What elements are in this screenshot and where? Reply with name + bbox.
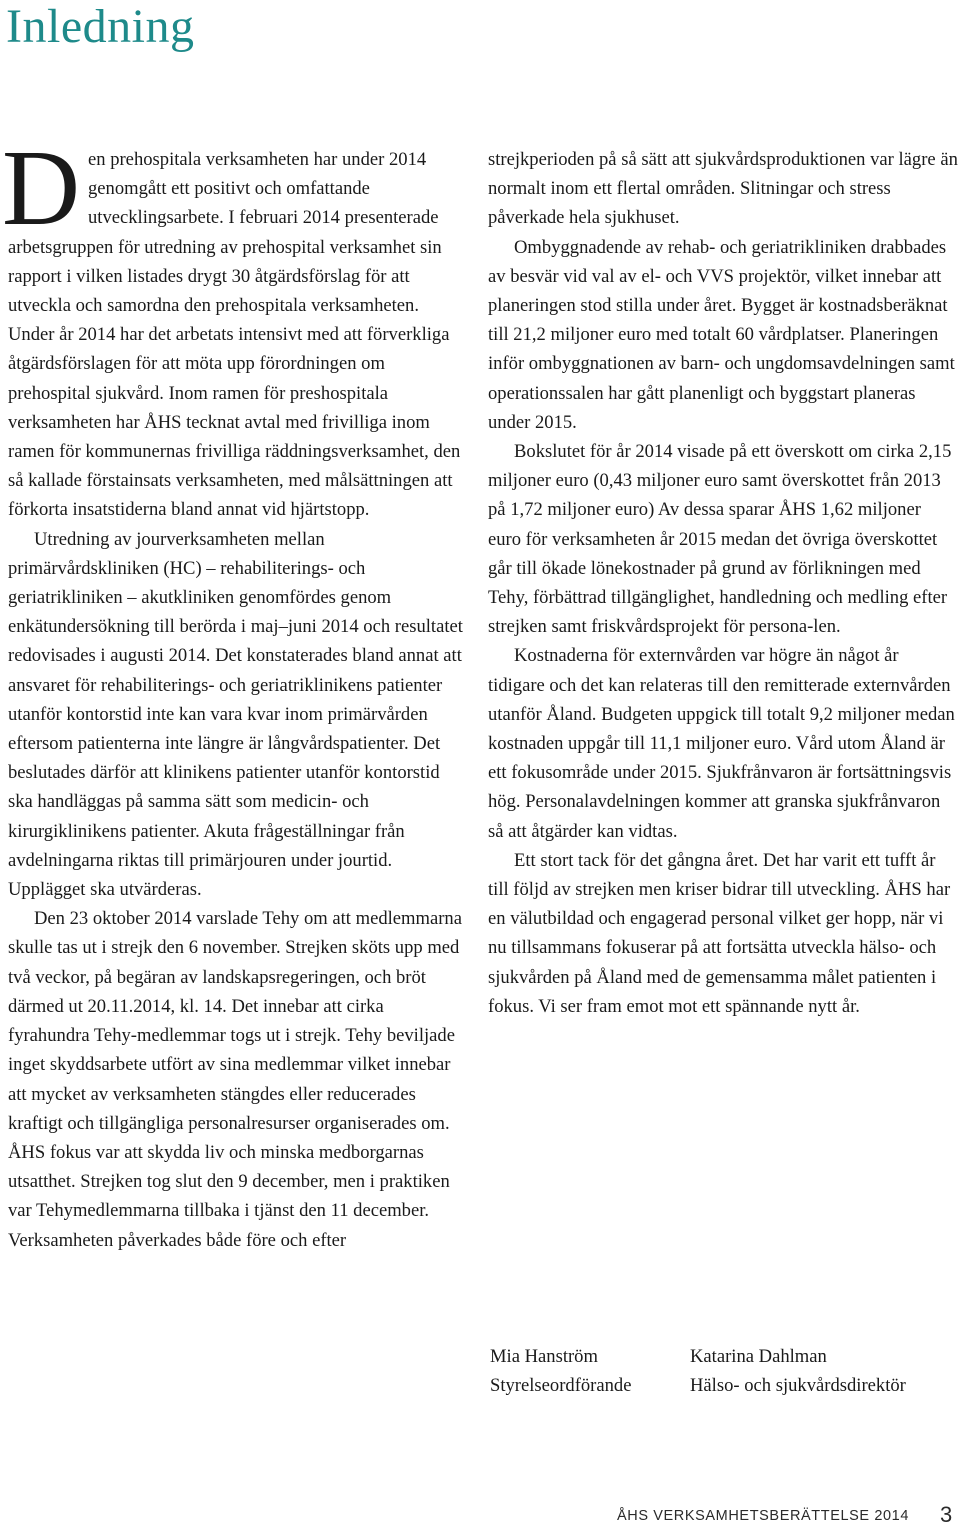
paragraph-costs: Kostnaderna för externvården var högre än något år tidigare och det kan relateras till den remitterade externvården utanför Åland. Budgeten uppgick till totalt 9,2 miljoner medan kostnaden uppgår till 11,1 miljoner euro. Vård utom Åland är ett fokusområde under 2015. Sjukfrånvaron är fortsättningsvis hög. Personalavdelningen kommer att granska sjukfrånvaron så att åtgärder kan vidtas. bbox=[488, 645, 955, 842]
paragraph-text: en prehospitala verksamheten har under 2014 genomgått ett positivt och omfattande utvecklingsarbete. I februari 2014 presenterade arbetsgruppen för utredning av prehospital verksamhet sin rapport i vilken listades drygt 30 åtgärdsförslag för att utveckla och samordna den prehospitala verksamheten. Under år 2014 har det arbetats intensivt med att förverkliga åtgärdsförslagen för att möta upp förordningen om prehospital sjukvård. Inom ramen för preshospitala verksamheten har ÅHS tecknat avtal med frivilliga inom ramen för kommunernas frivilliga räddningsverksamhet, den så kallade förstainsats verksamheten, med målsättningen att förkorta insatstiderna bland annat vid hjärtstopp. bbox=[8, 149, 461, 521]
signature-title: Styrelseordförande bbox=[490, 1375, 632, 1397]
footer-publication-title: ÅHS VERKSAMHETSBERÄTTELSE 2014 bbox=[617, 1508, 909, 1524]
page-number: 3 bbox=[940, 1502, 953, 1527]
drop-cap: D bbox=[2, 129, 80, 248]
signature-block-chair bbox=[490, 1342, 631, 1400]
left-column bbox=[2, 129, 466, 1255]
paragraph-intro bbox=[2, 129, 466, 525]
page-title: Inledning bbox=[6, 0, 195, 53]
right-column bbox=[488, 145, 958, 1021]
signature-name: Mia Hanström bbox=[490, 1346, 598, 1367]
signature-title: Hälso- och sjukvårdsdirektör bbox=[690, 1375, 906, 1397]
paragraph-financial: Bokslutet för år 2014 visade på ett överskott om cirka 2,15 miljoner euro (0,43 miljoner euro samt överskottet från 2013 på 1,72 miljoner euro) Av dessa sparar ÅHS 1,62 miljoner euro för verksamheten år 2015 medan det övriga överskottet går till ökade lönekostnader på grund av förlikningen med Tehy, förbättrad tillgänglighet, handledning och medling efter strejken samt friskvårdsprojekt för persona-len. bbox=[488, 441, 952, 638]
paragraph-strike: Den 23 oktober 2014 varslade Tehy om att medlemmarna skulle tas ut i strejk den 6 november. Strejken sköts upp med två veckor, på begäran av landskapsregeringen, och bröt därmed ut 20.11.2014, kl. 14. Det innebar att cirka fyrahundra Tehy-medlemmar togs ut i strejk. Tehy beviljade inget skyddsarbete utfört av sina medlemmar vilket innebar att mycket av verksamheten stängdes eller reducerades kraftigt och tillgängliga personalresurser organiserades om. ÅHS fokus var att skydda liv och minska medborgarnas utsatthet. Strejken tog slut den 9 december, men i praktiken var Tehymedlemmarna tillbaka i tjänst den 11 december. Verksamheten påverkades både före och efter bbox=[8, 908, 462, 1251]
paragraph-strike-continued: strejkperioden på så sätt att sjukvårdsproduktionen var lägre än normalt inom ett flertal områden. Slitningar och stress påverkade hela sjukhuset. bbox=[488, 149, 958, 229]
paragraph-jour: Utredning av jourverksamheten mellan primärvårdskliniken (HC) – rehabiliterings- och geriatrikliniken – akutkliniken genomfördes genom enkätundersökning till berörda i maj–juni 2014 och resultatet redovisades i augusti 2014. Det konstaterades bland annat att ansvaret för rehabiliterings- och geriatriklinikens patienter utanför kontorstid inte kan vara kvar inom primärvården eftersom patienterna inte längre är långvårdspatienter. Det beslutades därför att klinikens patienter utanför kontorstid ska handläggas på samma sätt som medicin- och kirurgiklinikens patienter. Akuta frågeställningar från avdelningarna riktas till primärjouren under jourtid. Upplägget ska utvärderas. bbox=[8, 528, 463, 901]
signature-name: Katarina Dahlman bbox=[690, 1346, 827, 1367]
signature-block-director bbox=[690, 1342, 906, 1400]
paragraph-construction: Ombyggnadende av rehab- och geriatrikliniken drabbades av besvär vid val av el- och VVS projektör, vilket innebar att planeringen stod stilla under året. Bygget är kostnadsberäknat till 21,2 miljoner euro med totalt 60 vårdplatser. Planeringen inför ombyggnationen av barn- och ungdomsavdelningen samt operationssalen har gått planenligt och byggstart planeras under 2015. bbox=[488, 236, 955, 433]
paragraph-thanks: Ett stort tack för det gångna året. Det har varit ett tufft år till följd av strejken men kriser bidrar till utveckling. ÅHS har en välutbildad och engagerad personal vilket ger hopp, när vi nu tillsammans fokuserar på att fortsätta utveckla hälso- och sjukvården på Åland med de gemensamma målet patienten i fokus. Vi ser fram emot mot ett spännande nytt år. bbox=[488, 849, 951, 1017]
